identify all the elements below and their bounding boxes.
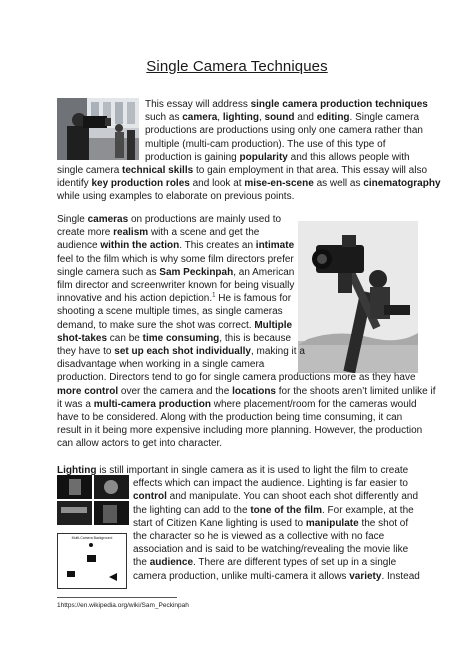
text-line: Lighting is still important in single camera as it is used to light the film to create (57, 465, 409, 476)
text-line: can allow actors to get into character. (57, 438, 223, 450)
text-line: demand, to make sure the shot was correct. Multiple (57, 319, 293, 331)
bold-term: manipulate (305, 517, 359, 529)
text-line: multiple (multi-cam production). The use of this type of (145, 138, 386, 150)
text-line: the character so he is viewed as a collective with no face (133, 531, 385, 543)
text-line: the audience. There are different types of set up in a single (133, 557, 397, 569)
text-line: disadvantage when working in a single camera (57, 359, 265, 371)
bold-term: within the action (100, 240, 180, 252)
text-line: production. Directors tend to go for single camera productions more as they have (57, 372, 416, 384)
bold-term: Sam Peckinpah (159, 266, 234, 278)
text-line: shooting a scene multiple times, as single cameras (57, 306, 283, 318)
bold-term: shot-takes (57, 332, 108, 344)
text-line: Single cameras on productions are mainly used to (57, 214, 282, 225)
bold-term: audience (149, 557, 194, 569)
bold-term: mise-en-scene (244, 178, 314, 190)
text-line: shot-takes can be time consuming, this is because (57, 332, 292, 344)
text-line: feel to the film which is why some film directors prefer (57, 253, 294, 265)
bold-term: key production roles (91, 178, 190, 190)
bold-term: more control (57, 385, 119, 397)
text-line: association and is said to be watching/revealing the movie like (133, 544, 409, 556)
bold-term: tone of the film (250, 504, 322, 516)
text-line: have to be considered. Along with the production being time consuming, it can (57, 412, 403, 424)
text-line: start of Citizen Kane lighting is used to manipulate the shot of (133, 517, 409, 529)
bold-term: intimate (255, 240, 295, 252)
camera-paragraph (57, 213, 436, 451)
bold-term: popularity (239, 151, 288, 163)
bold-term: control (133, 491, 167, 503)
text-line: effects which can impact the audience. Lighting is far easier to (133, 478, 408, 490)
text-line: it was a multi-camera production where placement/room for the cameras would (57, 398, 417, 410)
text-line: audience within the action. This creates an intimate (57, 240, 295, 252)
bold-term: multi-camera production (93, 398, 211, 410)
text-line: identify key production roles and look at mise-en-scene as well as cinematography (57, 178, 441, 190)
text-line: This essay will address single camera production techniques (145, 99, 428, 110)
text-line: single camera technical skills to gain employment in that area. This essay will also (57, 165, 428, 177)
bold-term: time consuming (142, 332, 220, 344)
lighting-paragraph (57, 464, 420, 583)
text-line: more control over the camera and the locations for the shoots aren’t limited unlike if (57, 385, 436, 397)
footnote: 1https://en.wikipedia.org/wiki/Sam_Peckinpah (57, 602, 189, 609)
text-line: create more realism with a scene and get the (57, 227, 260, 239)
text-line: while using examples to elaborate on previous points. (57, 191, 295, 203)
bold-term: variety (349, 570, 382, 582)
bold-term: lighting (222, 112, 259, 124)
text-line: result in it being more expensive including more planning. However, the production (57, 425, 423, 437)
bold-term: locations (232, 385, 276, 397)
text-line: the lighting can add to the tone of the film. For example, at the (133, 504, 414, 516)
bold-term: technical skills (122, 165, 194, 177)
bold-term: realism (113, 227, 149, 239)
bold-term: single camera production techniques (250, 99, 428, 110)
diagram-caption: Multi-Camera Background (71, 536, 113, 540)
text-line: productions are productions using only one camera rather than (145, 125, 423, 137)
text-line: film director and screenwriter known for being visually (57, 280, 295, 292)
text-line: control and manipulate. You can shoot each shot differently and (133, 491, 419, 503)
text-line: they have to set up each shot individually, making it a (57, 346, 305, 358)
text-line: such as camera, lighting, sound and editing. Single camera (145, 112, 420, 124)
bold-term: Lighting (57, 465, 97, 476)
bold-term: sound (264, 112, 295, 124)
bold-term: set up each shot individually (114, 346, 251, 358)
bold-term: cameras (87, 214, 129, 225)
intro-paragraph (57, 98, 441, 204)
footnote-divider (57, 597, 177, 598)
footnote-reference: 1 (212, 292, 216, 299)
text-line: production is gaining popularity and this allows people with (145, 151, 410, 163)
page-title: Single Camera Techniques (146, 58, 328, 75)
text-line: single camera such as Sam Peckinpah, an American (57, 266, 295, 278)
bold-term: camera (182, 112, 218, 124)
text-line: innovative and his action depiction.$^1$ He is famous for (57, 292, 292, 305)
text-line: camera production, unlike multi-camera it allows variety. Instead (133, 570, 420, 582)
bold-term: editing (316, 112, 350, 124)
bold-term: Multiple (254, 319, 293, 331)
bold-term: cinematography (363, 178, 441, 190)
